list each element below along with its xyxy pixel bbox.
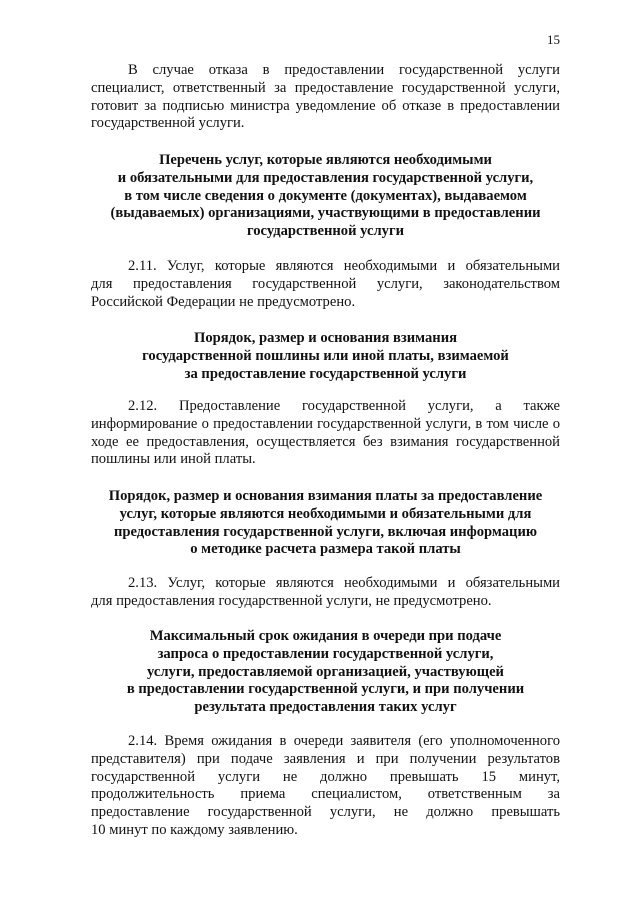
text-line: для предоставления государственной услуги, законодательством xyxy=(91,275,560,292)
text-line: готовит за подписью министра уведомление об отказе в предоставлении xyxy=(91,97,560,114)
heading-state-fee xyxy=(91,330,560,383)
text-line: специалист, ответственный за предоставление государственной услуги, xyxy=(91,79,560,96)
page-number: 15 xyxy=(547,32,560,47)
paragraph-2-12 xyxy=(91,398,560,469)
heading-line: Максимальный срок ожидания в очереди при подаче xyxy=(149,628,502,644)
heading-line: о методике расчета размера такой платы xyxy=(190,541,461,558)
heading-line: государственной пошлины или иной платы, взимаемой xyxy=(142,347,509,364)
heading-waiting-time xyxy=(91,628,560,717)
heading-line: запроса о предоставлении государственной услуги, xyxy=(157,645,494,662)
text-line: для предоставления государственной услуги, не предусмотрено. xyxy=(91,592,492,609)
text-line: 2.11. Услуг, которые являются необходимыми и обязательными xyxy=(128,258,560,274)
heading-line: Перечень услуг, которые являются необходимыми xyxy=(159,152,492,168)
heading-line: государственной услуги xyxy=(246,223,405,240)
heading-line: услуг, которые являются необходимыми и обязательными для xyxy=(119,505,532,522)
heading-line: предоставления государственной услуги, включая информацию xyxy=(113,523,538,540)
heading-payment-procedure xyxy=(91,488,560,559)
paragraph-2-11 xyxy=(91,258,560,311)
text-line: 10 минут по каждому заявлению. xyxy=(91,821,298,838)
text-line: В случае отказа в предоставлении государственной услуги xyxy=(128,62,560,78)
text-line: Российской Федерации не предусмотрено. xyxy=(91,293,356,310)
text-line: продолжительность приема специалистом, ответственным за xyxy=(91,786,560,803)
text-line: информирование о предоставлении государственной услуги, в том числе о xyxy=(91,415,560,432)
text-line: предоставление государственной услуги, не должно превышать xyxy=(91,804,560,821)
heading-line: в том числе сведения о документе (документах), выдаваемом xyxy=(124,187,527,204)
text-line: 2.12. Предоставление государственной услуги, а также xyxy=(128,398,560,414)
heading-line: (выдаваемых) организациями, участвующими в предоставлении xyxy=(110,205,541,222)
heading-line: услуги, предоставляемой организацией, участвующей xyxy=(147,663,504,680)
paragraph-2-13 xyxy=(91,575,560,611)
text-line: 2.14. Время ожидания в очереди заявителя (его уполномоченного xyxy=(128,733,560,749)
heading-line: Порядок, размер и основания взимания платы за предоставление xyxy=(108,488,543,504)
paragraph-refusal xyxy=(91,62,560,133)
heading-line: и обязательными для предоставления государственной услуги, xyxy=(117,169,534,186)
text-line: государственной услуги. xyxy=(91,115,245,132)
paragraph-2-14 xyxy=(91,733,560,840)
text-line: пошлины или иной платы. xyxy=(91,451,256,468)
heading-line: за предоставление государственной услуги xyxy=(184,365,467,382)
text-line: 2.13. Услуг, которые являются необходимыми и обязательными xyxy=(128,575,560,591)
text-line: представителя) при подаче заявления и при получении результатов xyxy=(91,750,560,767)
heading-line: результата предоставления таких услуг xyxy=(194,699,457,716)
heading-services-list xyxy=(91,152,560,241)
text-line: государственной услуги не должно превышать 15 минут, xyxy=(91,768,560,785)
heading-line: в предоставлении государственной услуги, и при получении xyxy=(126,681,525,698)
heading-line: Порядок, размер и основания взимания xyxy=(193,330,457,346)
text-line: ходе ее предоставления, осуществляется без взимания государственной xyxy=(91,433,560,450)
